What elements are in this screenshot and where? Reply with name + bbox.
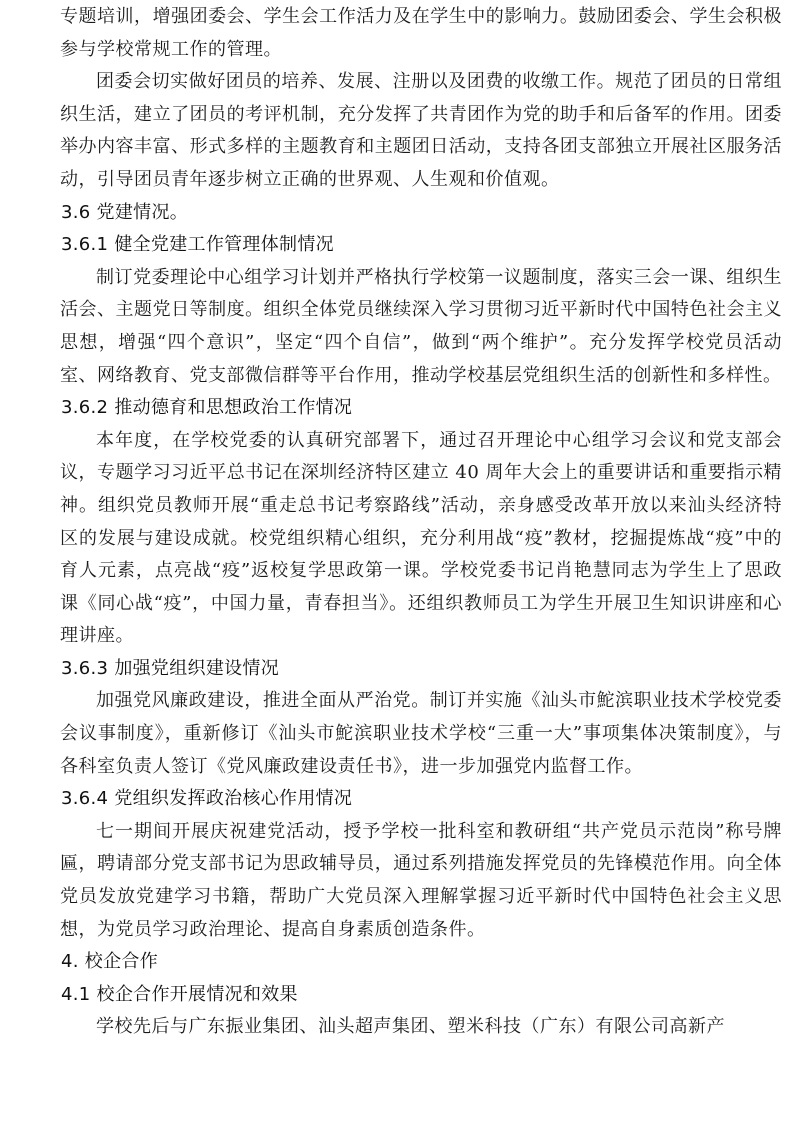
document-page <box>60 0 782 1044</box>
paragraph-3-6-4: 七一期间开展庆祝建党活动，授予学校一批科室和教研组“共产党员示范岗”称号牌匾，聘请部分党支部书记为思政辅导员，通过系列措施发挥党员的先锋模范作用。向全体党员发放党建学习书籍，帮助广大党员深入理解掌握习近平新时代中国特色社会主义思想，为党员学习政治理论、提高自身素质创造条件。 <box>60 820 782 940</box>
paragraph-3-6-3: 加强党风廉政建设，推进全面从严治党。制订并实施《汕头市鮀滨职业技术学校党委会议事制度》，重新修订《汕头市鮀滨职业技术学校“三重一大”事项集体决策制度》，与各科室负责人签订《党风廉政建设责任书》，进一步加强党内监督工作。 <box>60 690 782 777</box>
paragraph-student-union: 专题培训，增强团委会、学生会工作活力及在学生中的影响力。鼓励团委会、学生会积极参与学校常规工作的管理。 <box>60 6 782 60</box>
heading-3-6: 3.6 党建情况。 <box>61 201 189 223</box>
heading-3-6-3: 3.6.3 加强党组织建设情况 <box>61 657 280 679</box>
heading-4: 4. 校企合作 <box>61 951 158 973</box>
heading-3-6-2: 3.6.2 推动德育和思想政治工作情况 <box>61 397 353 419</box>
paragraph-3-6-1: 制订党委理论中心组学习计划并严格执行学校第一议题制度，落实三会一课、组织生活会、主题党日等制度。组织全体党员继续深入学习贯彻习近平新时代中国特色社会主义思想，增强“四个意识”，坚定“四个自信”，做到“两个维护”。充分发挥学校党员活动室、网络教育、党支部微信群等平台作用，推动学校基层党组织生活的创新性和多样性。 <box>60 266 782 386</box>
heading-3-6-1: 3.6.1 健全党建工作管理体制情况 <box>61 234 334 256</box>
paragraph-league-committee: 团委会切实做好团员的培养、发展、注册以及团费的收缴工作。规范了团员的日常组织生活，建立了团员的考评机制，充分发挥了共青团作为党的助手和后备军的作用。团委举办内容丰富、形式多样的主题教育和主题团日活动，支持各团支部独立开展社区服务活动，引导团员青年逐步树立正确的世界观、人生观和价值观。 <box>60 71 782 190</box>
paragraph-3-6-2: 本年度，在学校党委的认真研究部署下，通过召开理论中心组学习会议和党支部会议，专题学习习近平总书记在深圳经济特区建立 40 周年大会上的重要讲话和重要指示精神。组织党员教师开展“重走总书记考察路线”活动，亲身感受改革开放以来汕头经济特区的发展与建设成就。校党组织精心组织，充分利用战“疫”教材，挖掘提炼战“疫”中的育人元素，点亮战“疫”返校复学思政第一课。学校党委书记肖艳慧同志为学生上了思政课《同心战“疫”，中国力量，青春担当》。还组织教师员工为学生开展卫生知识讲座和心理讲座。 <box>60 429 782 647</box>
heading-4-1: 4.1 校企合作开展情况和效果 <box>61 983 298 1005</box>
heading-3-6-4: 3.6.4 党组织发挥政治核心作用情况 <box>61 788 353 810</box>
paragraph-4-1: 学校先后与广东振业集团、汕头超声集团、塑米科技（广东）有限公司高新产 <box>96 1016 725 1038</box>
